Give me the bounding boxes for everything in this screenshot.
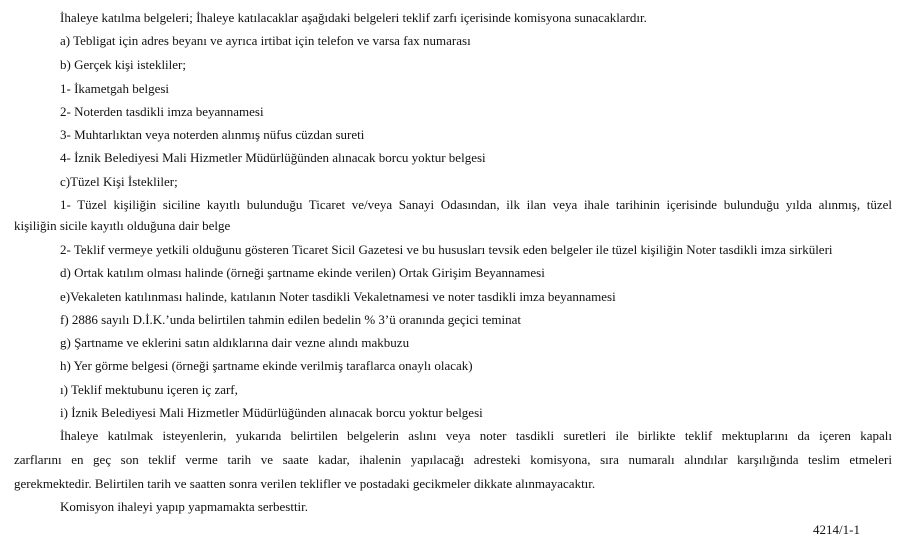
item-g: g) Şartname ve eklerini satın aldıklarına dair vezne alındı makbuzu	[60, 335, 410, 350]
item-c1-line2: kişiliğin sicile kayıtlı olduğuna dair belge	[14, 218, 231, 233]
item-h: h) Yer görme belgesi (örneği şartname ekinde verilmiş taraflarca onaylı olacak)	[60, 358, 473, 373]
paragraph-line-3: gerekmektedir. Belirtilen tarih ve saatten sonra verilen teklifler ve postadaki gecikmeler dikkate alınmayacaktır.	[14, 476, 596, 491]
item-b2: 2- Noterden tasdikli imza beyannamesi	[60, 104, 264, 119]
item-i-dotless: ı) Teklif mektubunu içeren iç zarf,	[60, 382, 238, 397]
item-b1: 1- İkametgah belgesi	[60, 81, 170, 96]
document-reference: 4214/1-1	[813, 522, 860, 537]
item-a: a) Tebligat için adres beyanı ve ayrıca irtibat için telefon ve varsa fax numarası	[60, 33, 471, 48]
item-b3: 3- Muhtarlıktan veya noterden alınmış nüfus cüzdan sureti	[60, 127, 365, 142]
item-b: b) Gerçek kişi istekliler;	[60, 57, 186, 72]
item-d: d) Ortak katılım olması halinde (örneği şartname ekinde verilen) Ortak Girişim Beyannamesi	[60, 265, 545, 280]
item-f: f) 2886 sayılı D.İ.K.’unda belirtilen tahmin edilen bedelin % 3’ü oranında geçici teminat	[60, 312, 521, 327]
item-e: e)Vekaleten katılınması halinde, katılanın Noter tasdikli Vekaletnamesi ve noter tasdikli imza beyannamesi	[60, 289, 616, 304]
closing-text: Komisyon ihaleyi yapıp yapmamakta serbesttir.	[60, 499, 309, 514]
item-b4: 4- İznik Belediyesi Mali Hizmetler Müdürlüğünden alınacak borcu yoktur belgesi	[60, 150, 486, 165]
item-c2: 2- Teklif vermeye yetkili olduğunu gösteren Ticaret Sicil Gazetesi ve bu hususları tevsik eden belgeler ile tüzel kişiliğin Noter tasdikli imza sirküleri	[60, 242, 833, 257]
paragraph-line-2: zarflarını en geç son teklif verme tarih ve saate kadar, ihalenin yapılacağı adresteki komisyona, sıra numaralı alındılar karşılığında teslim etmeleri	[14, 452, 892, 467]
item-c1-line1: 1- Tüzel kişiliğin siciline kayıtlı bulunduğu Ticaret ve/veya Sanayi Odasından, ilk ilan veya ihale tarihinin içerisinde bulunduğu yılda alınmış, tüzel	[60, 197, 892, 212]
item-i-dotted: i) İznik Belediyesi Mali Hizmetler Müdürlüğünden alınacak borcu yoktur belgesi	[60, 405, 483, 420]
item-c: c)Tüzel Kişi İstekliler;	[60, 174, 178, 189]
paragraph-line-1: İhaleye katılmak isteyenlerin, yukarıda belirtilen belgelerin aslını veya noter tasdikli suretleri ile birlikte teklif mektuplarını da içeren kapalı	[60, 428, 892, 443]
intro-text: İhaleye katılma belgeleri; İhaleye katılacaklar aşağıdaki belgeleri teklif zarfı içerisinde komisyona sunacaklardır.	[60, 10, 647, 25]
